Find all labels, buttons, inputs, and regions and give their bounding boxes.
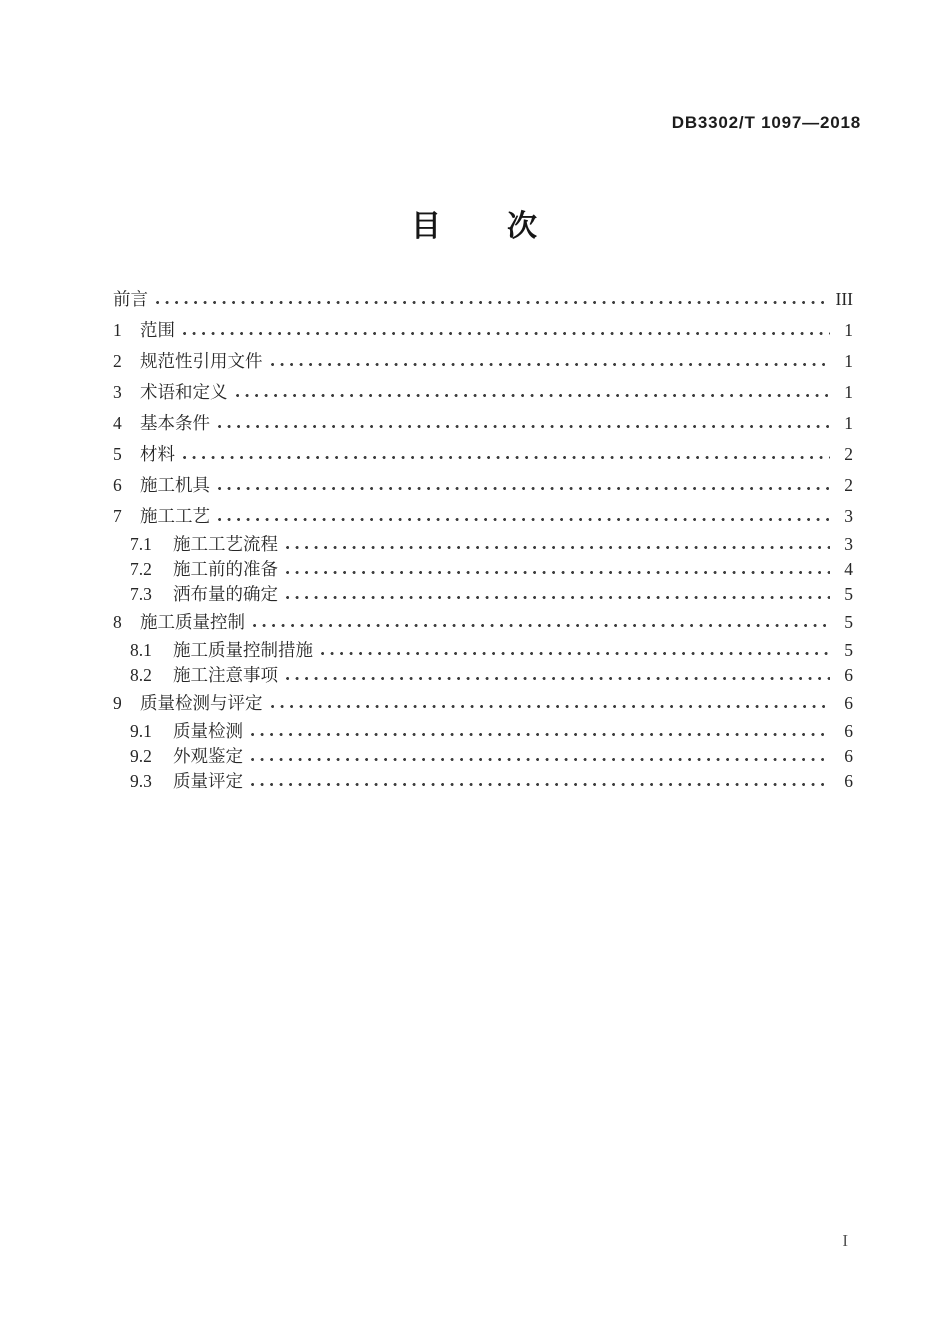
toc-entry-number: 6 <box>113 475 122 495</box>
toc-entry-label: 施工质量控制措施 <box>173 640 313 660</box>
toc-entry-page-number: 2 <box>844 444 853 464</box>
toc-entry <box>113 769 853 794</box>
toc-entry-number: 8.2 <box>130 665 152 685</box>
toc-entry <box>113 408 853 439</box>
toc-entry-label: 质量评定 <box>173 771 243 791</box>
toc-entry-page-number: 1 <box>844 351 853 371</box>
dot-leader <box>271 698 831 715</box>
toc-entry <box>113 284 853 315</box>
toc-entry <box>113 470 853 501</box>
toc-entry-label: 前言 <box>113 289 148 309</box>
toc-entry-page-number: 3 <box>844 506 853 526</box>
toc-entry-number: 7.1 <box>130 534 152 554</box>
toc-entry <box>113 719 853 744</box>
dot-leader <box>218 511 830 528</box>
dot-leader <box>271 356 831 373</box>
dot-leader <box>218 480 830 497</box>
toc-entry-page-number: 1 <box>844 413 853 433</box>
toc-entry-number: 4 <box>113 413 122 433</box>
toc-entry-label: 基本条件 <box>140 413 210 433</box>
toc-entry <box>113 663 853 688</box>
toc-entry-label: 施工前的准备 <box>173 559 278 579</box>
toc-entry <box>113 532 853 557</box>
dot-leader <box>321 645 830 662</box>
toc-entry <box>113 315 853 346</box>
toc-entry <box>113 501 853 532</box>
toc-entry <box>113 744 853 769</box>
toc-entry-page-number: 4 <box>844 559 853 579</box>
toc-entry-number: 7.2 <box>130 559 152 579</box>
toc-entry-page-number: 6 <box>844 746 853 766</box>
toc-entry <box>113 607 853 638</box>
toc-entry-number: 3 <box>113 382 122 402</box>
page-title: 目 次 <box>411 210 539 243</box>
dot-leader <box>236 387 831 404</box>
toc-entry-page-number: 1 <box>844 382 853 402</box>
toc-entry-number: 5 <box>113 444 122 464</box>
toc-entry-number: 9.2 <box>130 746 152 766</box>
dot-leader <box>251 726 830 743</box>
toc-entry-number: 9.1 <box>130 721 152 741</box>
toc-entry-number: 1 <box>113 320 122 340</box>
toc-entry-label: 质量检测与评定 <box>140 693 263 713</box>
dot-leader <box>286 589 830 606</box>
toc-entry <box>113 638 853 663</box>
dot-leader <box>286 670 830 687</box>
toc-entry-label: 外观鉴定 <box>173 746 243 766</box>
toc-entry-label: 质量检测 <box>173 721 243 741</box>
dot-leader <box>183 325 830 342</box>
toc-entry-page-number: 6 <box>844 693 853 713</box>
toc-entry <box>113 377 853 408</box>
toc-entry <box>113 688 853 719</box>
toc-list <box>113 284 853 794</box>
toc-entry-label: 洒布量的确定 <box>173 584 278 604</box>
dot-leader <box>156 294 827 311</box>
toc-entry-label: 材料 <box>140 444 175 464</box>
toc-entry-label: 施工工艺 <box>140 506 210 526</box>
dot-leader <box>251 751 830 768</box>
toc-entry <box>113 557 853 582</box>
toc-entry <box>113 346 853 377</box>
dot-leader <box>286 539 830 556</box>
toc-entry-page-number: 3 <box>844 534 853 554</box>
dot-leader <box>286 564 830 581</box>
toc-entry-label: 施工工艺流程 <box>173 534 278 554</box>
toc-entry-label: 施工质量控制 <box>140 612 245 632</box>
folio-page-number: I <box>842 1231 848 1250</box>
toc-entry-number: 7 <box>113 506 122 526</box>
toc-entry-page-number: 6 <box>844 665 853 685</box>
toc-entry-page-number: 5 <box>844 640 853 660</box>
dot-leader <box>251 776 830 793</box>
toc-entry-number: 8 <box>113 612 122 632</box>
toc-entry-label: 规范性引用文件 <box>140 351 263 371</box>
toc-entry-label: 术语和定义 <box>140 382 228 402</box>
toc-entry-number: 8.1 <box>130 640 152 660</box>
toc-entry-page-number: III <box>835 289 853 309</box>
dot-leader <box>253 617 830 634</box>
toc-entry-page-number: 2 <box>844 475 853 495</box>
toc-entry-page-number: 6 <box>844 721 853 741</box>
toc-entry-label: 范围 <box>140 320 175 340</box>
toc-entry-number: 2 <box>113 351 122 371</box>
toc-entry-page-number: 1 <box>844 320 853 340</box>
toc-entry-number: 7.3 <box>130 584 152 604</box>
toc-entry-label: 施工注意事项 <box>173 665 278 685</box>
document-code-header: DB3302/T 1097—2018 <box>671 113 861 132</box>
toc-entry <box>113 582 853 607</box>
toc-entry-number: 9.3 <box>130 771 152 791</box>
toc-entry-page-number: 5 <box>844 612 853 632</box>
toc-entry-page-number: 5 <box>844 584 853 604</box>
toc-entry-label: 施工机具 <box>140 475 210 495</box>
dot-leader <box>183 449 830 466</box>
toc-entry <box>113 439 853 470</box>
toc-entry-number: 9 <box>113 693 122 713</box>
dot-leader <box>218 418 830 435</box>
toc-entry-page-number: 6 <box>844 771 853 791</box>
